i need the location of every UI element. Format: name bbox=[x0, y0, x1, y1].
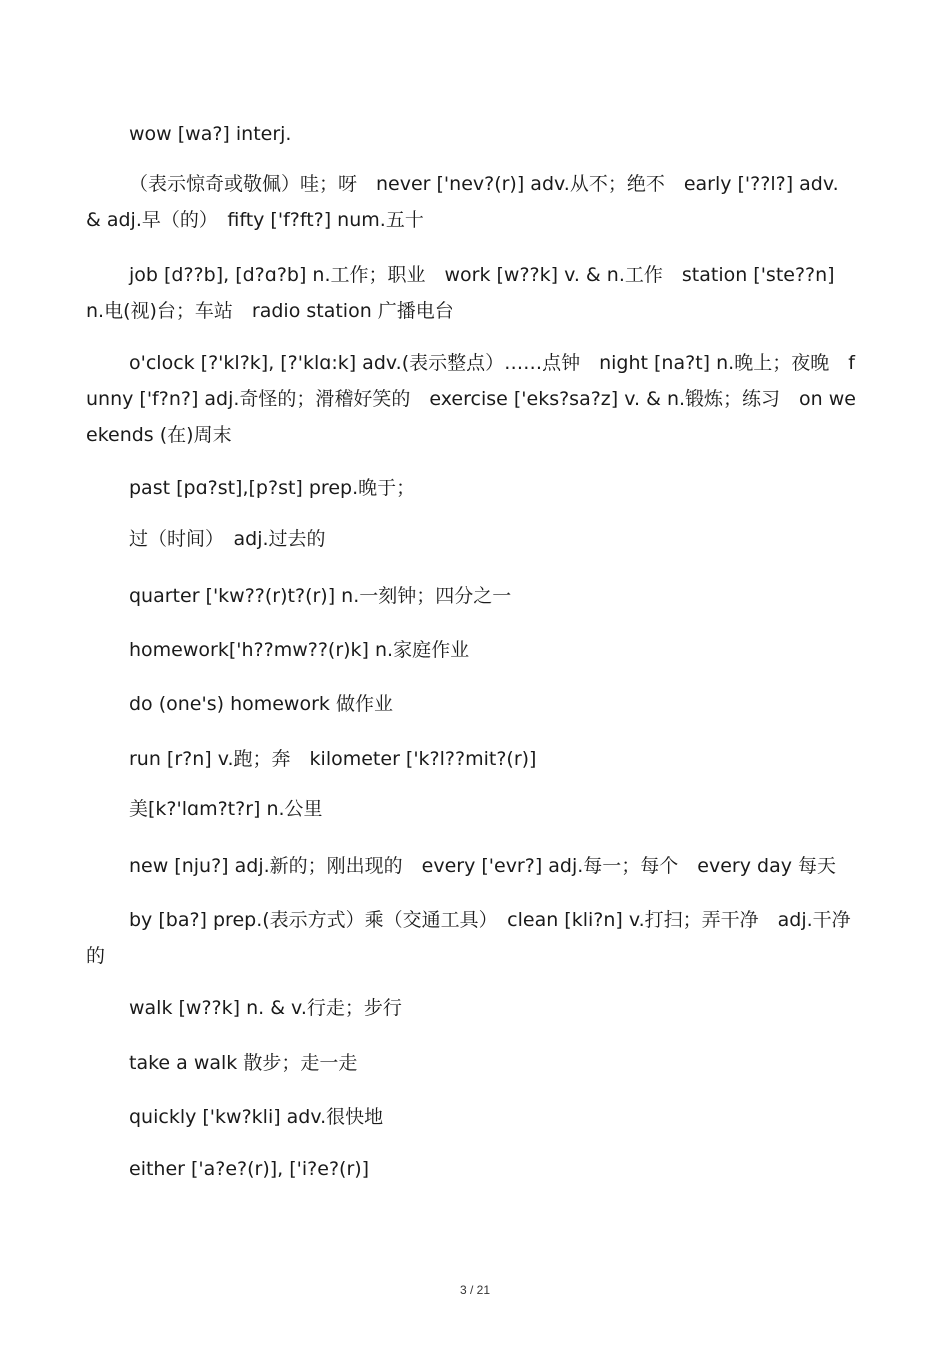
paragraph-job-work-station: job [d??b], [d?ɑ?b] n.工作；职业 work [w??k] v. & n.工作 station ['ste??n] n.电(视)台；车站 radio station 广播电台 bbox=[86, 264, 835, 322]
paragraph-take-a-walk: take a walk 散步；走一走 bbox=[129, 1052, 358, 1074]
paragraph-homework: homework['h??mw??(r)k] n.家庭作业 bbox=[129, 639, 470, 661]
paragraph-quarter: quarter ['kw??(r)t?(r)] n.一刻钟；四分之一 bbox=[129, 585, 512, 607]
paragraph-new-every: new [nju?] adj.新的；刚出现的 every ['evr?] adj.每一；每个 every day 每天 bbox=[129, 855, 837, 877]
paragraph-kilometer-us: 美[k?'lɑm?t?r] n.公里 bbox=[129, 798, 323, 820]
paragraph-wow: wow [wa?] interj. bbox=[129, 123, 292, 145]
paragraph-walk: walk [w??k] n. & v.行走；步行 bbox=[129, 997, 402, 1019]
page-number: 3 / 21 bbox=[459, 1283, 491, 1297]
paragraph-past-meaning: 过（时间） adj.过去的 bbox=[129, 528, 326, 550]
paragraph-quickly: quickly ['kw?kli] adv.很快地 bbox=[129, 1106, 384, 1128]
paragraph-past: past [pɑ?st],[p?st] prep.晚于； bbox=[129, 477, 416, 499]
paragraph-do-homework: do (one's) homework 做作业 bbox=[129, 693, 393, 715]
paragraph-run-kilometer: run [r?n] v.跑；奔 kilometer ['k?l??mit?(r)] bbox=[129, 748, 537, 770]
paragraph-oclock-night-funny-exercise: o'clock [?'kl?k], [?'klɑ:k] adv.(表示整点）……点钟 night [na?t] n.晚上；夜晚 funny ['f?n?] adj.奇怪的；滑稽好笑的 exercise ['eks?sa?z] v. & n.锻炼；练习 on weekends (在)周末 bbox=[86, 352, 856, 446]
paragraph-either: either ['a?e?(r)], ['i?e?(r)] bbox=[129, 1158, 370, 1180]
paragraph-never-early-fifty: （表示惊奇或敬佩）哇；呀 never ['nev?(r)] adv.从不；绝不 early ['??l?] adv. & adj.早（的） fifty ['f?ft?] num.五十 bbox=[86, 173, 839, 231]
paragraph-by-clean: by [ba?] prep.(表示方式）乘（交通工具） clean [kli?n] v.打扫；弄干净 adj.干净的 bbox=[86, 909, 851, 967]
